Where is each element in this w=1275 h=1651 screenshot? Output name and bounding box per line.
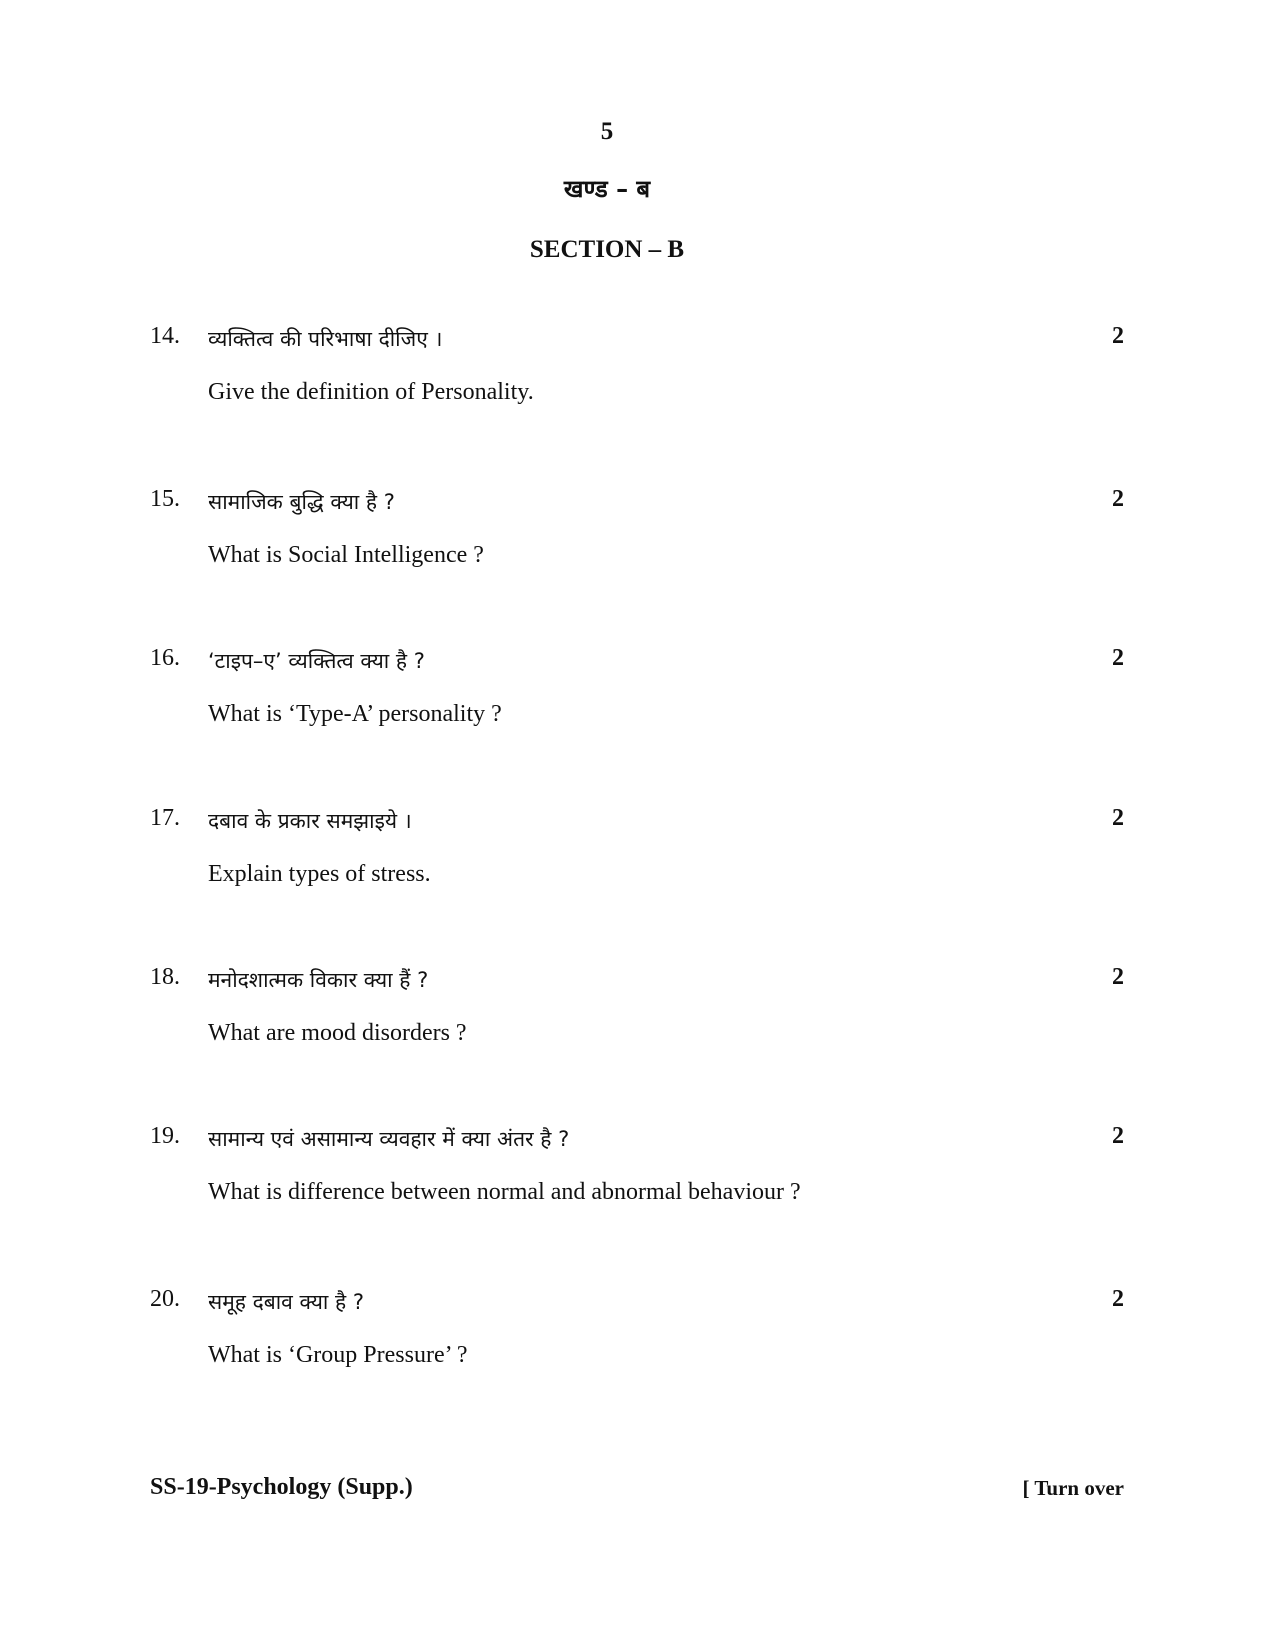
turn-over-note: [ Turn over bbox=[1022, 1476, 1124, 1500]
question-text-hindi: मनोदशात्मक विकार क्या हैं ? bbox=[208, 968, 429, 992]
question-number: 19. bbox=[150, 1123, 180, 1149]
section-title-english: SECTION – B bbox=[529, 236, 685, 263]
question-number: 15. bbox=[150, 486, 180, 512]
question-marks: 2 bbox=[1112, 486, 1124, 512]
question-17 bbox=[150, 805, 1124, 925]
question-marks: 2 bbox=[1112, 323, 1124, 349]
question-text-english: What is difference between normal and abnormal behaviour ? bbox=[208, 1179, 801, 1205]
question-15 bbox=[150, 486, 1124, 606]
section-title-hindi: खण्ड – ब bbox=[563, 175, 651, 203]
question-number: 17. bbox=[150, 805, 180, 831]
question-text-hindi: सामान्य एवं असामान्य व्यवहार में क्या अंतर है ? bbox=[208, 1127, 570, 1151]
question-marks: 2 bbox=[1112, 805, 1124, 831]
question-number: 18. bbox=[150, 964, 180, 990]
question-number: 16. bbox=[150, 645, 180, 671]
page-number: 5 bbox=[600, 118, 614, 145]
question-marks: 2 bbox=[1112, 964, 1124, 990]
question-text-english: Give the definition of Personality. bbox=[208, 379, 534, 405]
question-text-english: What is ‘Group Pressure’ ? bbox=[208, 1342, 468, 1368]
question-text-hindi: व्यक्तित्व की परिभाषा दीजिए । bbox=[208, 327, 443, 351]
question-text-english: What is ‘Type-A’ personality ? bbox=[208, 701, 502, 727]
question-text-hindi: ‘टाइप–ए’ व्यक्तित्व क्या है ? bbox=[208, 649, 425, 673]
question-text-english: What is Social Intelligence ? bbox=[208, 542, 484, 568]
question-text-hindi: दबाव के प्रकार समझाइये । bbox=[208, 809, 412, 833]
question-number: 14. bbox=[150, 323, 180, 349]
question-14 bbox=[150, 323, 1124, 443]
question-19 bbox=[150, 1123, 1124, 1243]
paper-code: SS-19-Psychology (Supp.) bbox=[150, 1474, 413, 1500]
question-text-english: What are mood disorders ? bbox=[208, 1020, 467, 1046]
question-text-english: Explain types of stress. bbox=[208, 861, 431, 887]
question-number: 20. bbox=[150, 1286, 180, 1312]
question-20 bbox=[150, 1286, 1124, 1406]
question-18 bbox=[150, 964, 1124, 1084]
question-marks: 2 bbox=[1112, 1123, 1124, 1149]
question-text-hindi: समूह दबाव क्या है ? bbox=[208, 1290, 365, 1314]
question-text-hindi: सामाजिक बुद्धि क्या है ? bbox=[208, 490, 395, 514]
question-marks: 2 bbox=[1112, 645, 1124, 671]
question-16 bbox=[150, 645, 1124, 765]
question-marks: 2 bbox=[1112, 1286, 1124, 1312]
